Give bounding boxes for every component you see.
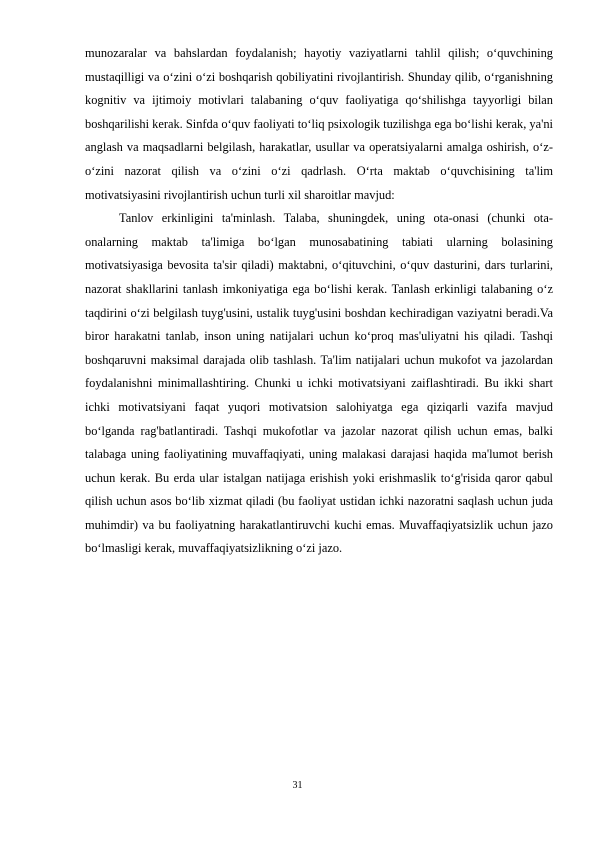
page-number: 31	[292, 780, 303, 791]
body-text	[85, 42, 553, 561]
paragraph-1: munozaralar va bahslardan foydalanish; hayotiy vaziyatlarni tahlil qilish; o‘quvchining mustaqilligi va o‘zini o‘zi boshqarish qobiliyatini rivojlantirish. Shunday qilib, o‘rganishning kognitiv va ijtimoiy motivlari talabaning o‘quv faoliyatiga qo‘shilishga tayyorligi bilan boshqarilishi kerak. Sinfda o‘quv faoliyati to‘liq psixologik tuzilishga ega bo‘lishi kerak, ya'ni anglash va maqsadlarni belgilash, harakatlar, usullar va operatsiyalarni amalga oshirish, o‘z-o‘zini nazorat qilish va o‘zini o‘zi qadrlash. O‘rta maktab o‘quvchisining ta'lim motivatsiyasini rivojlantirish uchun turli xil sharoitlar mavjud:	[85, 46, 553, 202]
paragraph-2: Tanlov erkinligini ta'minlash. Talaba, shuningdek, uning ota-onasi (chunki ota-onalarning maktab ta'limiga bo‘lgan munosabatining tabiati ularning bolasining motivatsiyasiga bevosita ta'sir qiladi) maktabni, o‘qituvchini, o‘quv dasturini, dars turlarini, nazorat shakllarini tanlash imkoniyatiga ega bo‘lishi kerak. Tanlash erkinligi talabaning o‘z taqdirini o‘zi belgilash tuyg'usini, ustalik tuyg'usini boshdan kechiradigan vaziyatni beradi.Va biror harakatni tanlab, inson uning natijalari uchun ko‘proq mas'uliyatni his qiladi. Tashqi boshqaruvni maksimal darajada olib tashlash. Ta'lim natijalari uchun mukofot va jazolardan foydalanishni minimallashtiring. Chunki u ichki motivatsiyani zaiflashtiradi. Bu ikki shart ichki motivatsiyani faqat yuqori motivatsion salohiyatga ega qiziqarli vazifa mavjud bo‘lganda rag'batlantiradi. Tashqi mukofotlar va jazolar nazorat qilish uchun emas, balki talabaga uning faoliyatining muvaffaqiyati, uning malakasi darajasi haqida ma'lumot berish uchun kerak. Bu erda ular istalgan natijaga erishish yoki erishmaslik to‘g'risida qaror qabul qilish uchun asos bo‘lib xizmat qiladi (bu faoliyat ustidan ichki nazoratni saqlash uchun juda muhimdir) va bu faoliyatning harakatlantiruvchi kuchi emas. Muvaffaqiyatsizlik uchun jazo bo‘lmasligi kerak, muvaffaqiyatsizlikning o‘zi jazo.	[85, 211, 553, 556]
